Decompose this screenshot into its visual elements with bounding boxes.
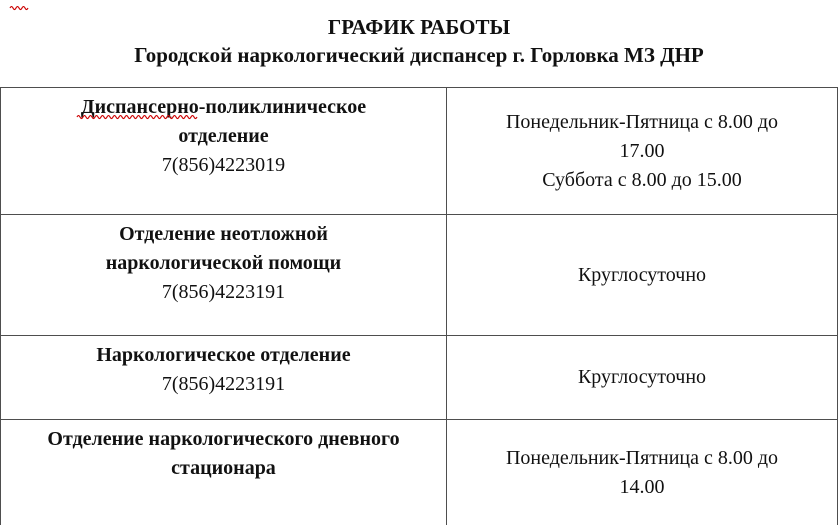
department-name-line: стационара [171, 457, 276, 479]
phone-number: 7(856)4223191 [161, 373, 286, 395]
department-name-line: Отделение наркологического дневного [47, 428, 400, 450]
schedule-line: Круглосуточно [577, 366, 707, 388]
schedule-table [0, 87, 838, 525]
schedule-line: Круглосуточно [577, 263, 707, 286]
page-title: ГРАФИК РАБОТЫ [327, 15, 511, 39]
schedule-line: Понедельник-Пятница с 8.00 до [505, 447, 779, 469]
department-name-line: наркологической помощи [105, 252, 342, 274]
document-header [0, 0, 838, 69]
table-row [1, 214, 837, 335]
department-name-text: Диспансерно-поликлиническое [80, 96, 367, 118]
spellcheck-squiggle-icon [56, 114, 218, 120]
department-name-line: отделение [178, 125, 269, 147]
schedule-line: 17.00 [619, 139, 665, 162]
department-cell [1, 215, 447, 335]
spellcheck-squiggle-corner-icon [6, 5, 32, 11]
department-name-line [11, 93, 436, 122]
department-cell [1, 420, 447, 525]
schedule-line: 14.00 [619, 476, 665, 498]
department-name-line: Отделение неотложной [119, 223, 328, 245]
schedule-cell [447, 88, 837, 214]
schedule-cell [447, 420, 837, 525]
schedule-line: Понедельник-Пятница с 8.00 до [505, 110, 779, 133]
schedule-line: Суббота с 8.00 до 15.00 [542, 168, 742, 191]
phone-number: 7(856)4223019 [161, 154, 286, 176]
table-row [1, 88, 837, 214]
schedule-cell [447, 215, 837, 335]
department-cell [1, 336, 447, 419]
table-row [1, 419, 837, 525]
department-name-line: Наркологическое отделение [96, 344, 351, 366]
schedule-cell [447, 336, 837, 419]
table-row [1, 335, 837, 419]
department-cell [1, 88, 447, 214]
page-subtitle: Городской наркологический диспансер г. Горловка МЗ ДНР [134, 43, 704, 67]
phone-number: 7(856)4223191 [161, 281, 286, 303]
